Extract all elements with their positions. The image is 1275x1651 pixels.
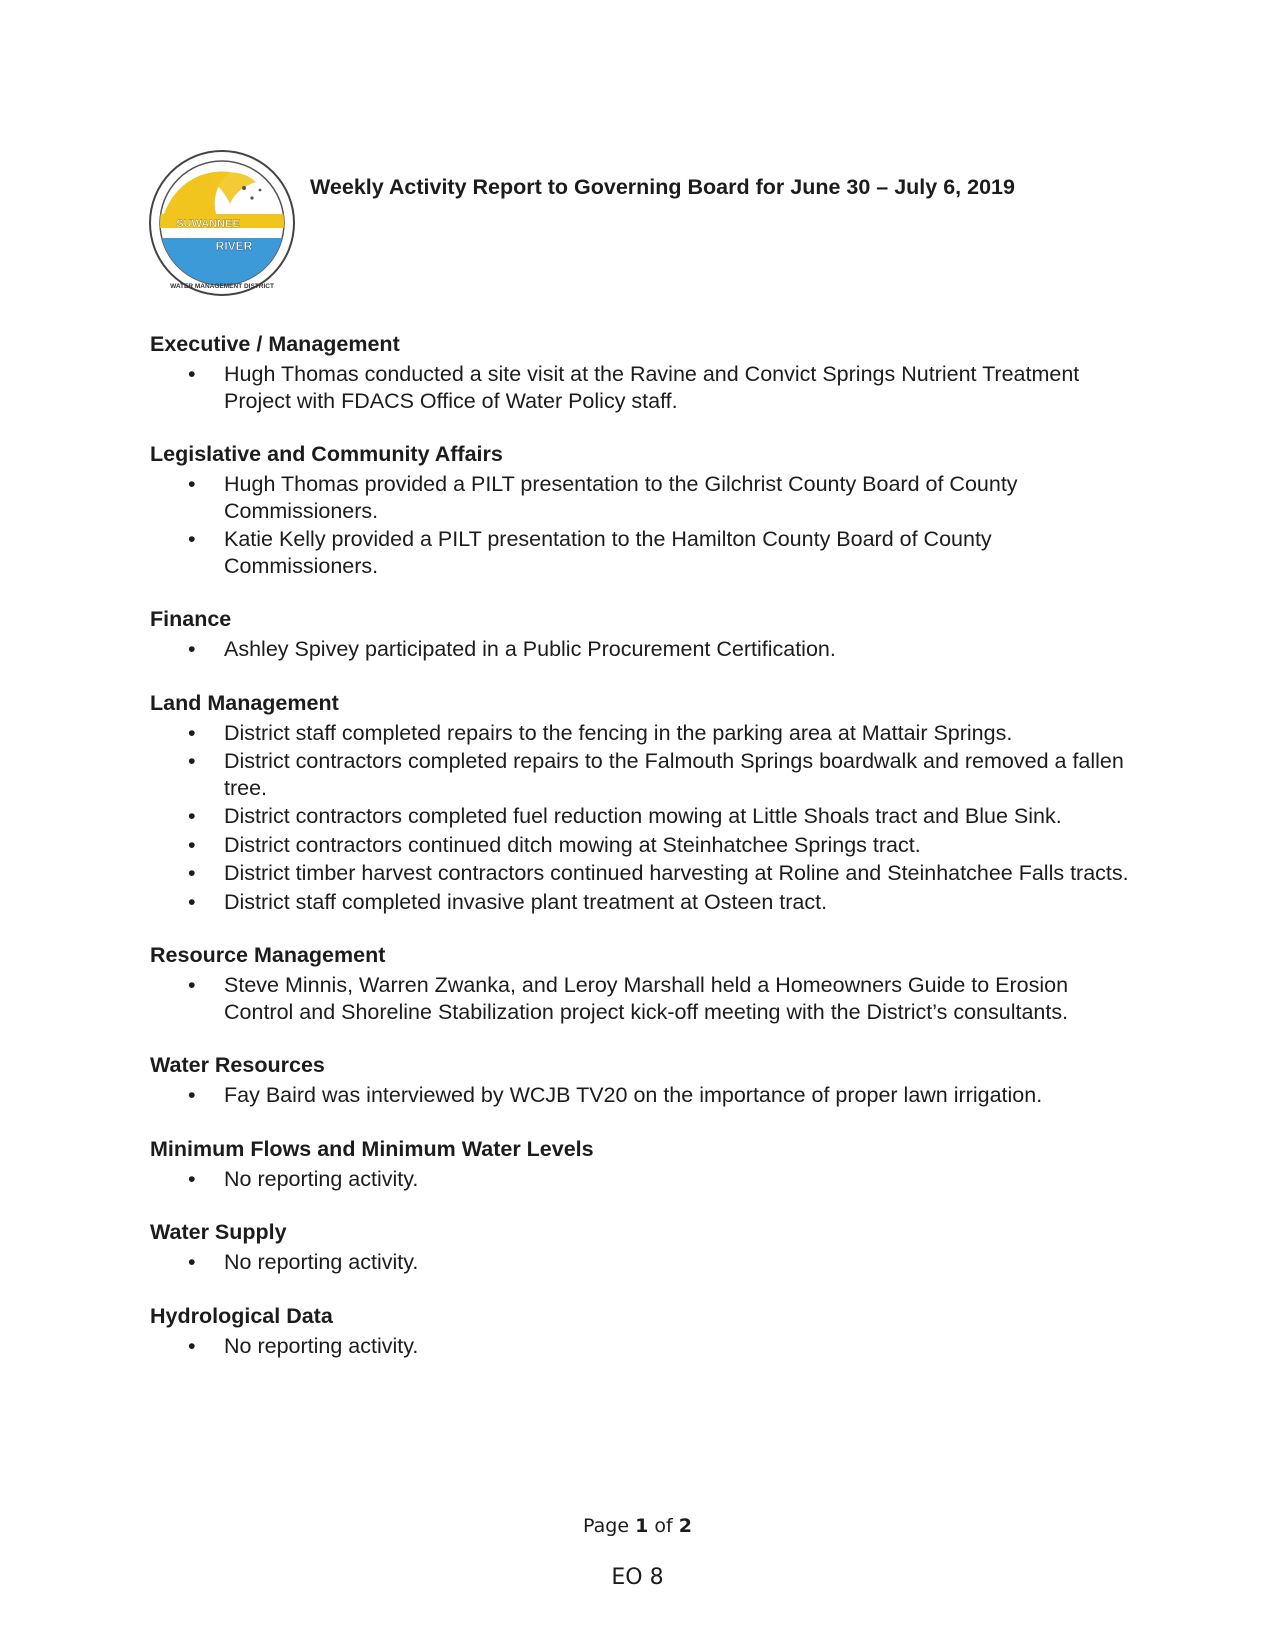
list-item <box>150 471 1130 524</box>
bullet-icon: • <box>188 720 196 745</box>
list-item <box>150 636 1130 663</box>
section-heading: Minimum Flows and Minimum Water Levels <box>150 1136 594 1161</box>
list-item <box>150 803 1130 830</box>
bullet-icon: • <box>188 804 196 828</box>
section-heading: Resource Management <box>150 943 386 967</box>
section-list <box>150 972 1130 1025</box>
bullet-icon: • <box>188 1333 196 1358</box>
list-item-text: Katie Kelly provided a PILT presentation to the Hamilton County Board of County Commissioners. <box>224 527 992 578</box>
report-section <box>150 441 1130 579</box>
section-heading: Executive / Management <box>150 332 400 356</box>
report-section <box>150 1136 1130 1193</box>
list-item <box>150 720 1130 747</box>
report-section <box>150 1303 1130 1360</box>
bullet-icon: • <box>188 889 196 914</box>
report-section <box>150 942 1130 1025</box>
list-item-text: District staff completed repairs to the fencing in the parking area at Mattair Springs. <box>224 720 1013 745</box>
district-logo <box>148 148 296 298</box>
section-list <box>150 361 1130 414</box>
logo-middle-text: RIVER <box>215 239 253 253</box>
logo-top-text: SUWANNEE <box>176 218 240 230</box>
section-heading: Water Resources <box>150 1053 325 1077</box>
bullet-icon: • <box>188 1083 196 1107</box>
report-section <box>150 1052 1130 1109</box>
section-list <box>150 636 1130 663</box>
bullet-icon: • <box>188 637 196 661</box>
list-item <box>150 832 1130 859</box>
page-of: of <box>654 1515 673 1537</box>
section-heading: Hydrological Data <box>150 1303 333 1328</box>
section-heading: Land Management <box>150 690 339 715</box>
list-item <box>150 748 1130 801</box>
report-title: Weekly Activity Report to Governing Board for June 30 – July 6, 2019 <box>310 175 1015 199</box>
list-item-text: No reporting activity. <box>224 1333 419 1358</box>
section-list <box>150 720 1130 916</box>
list-item-text: Fay Baird was interviewed by WCJB TV20 on the importance of proper lawn irrigation. <box>224 1083 1043 1107</box>
list-item <box>150 1333 1130 1360</box>
list-item-text: Hugh Thomas provided a PILT presentation to the Gilchrist County Board of County Commissioners. <box>224 472 1018 523</box>
list-item-text: No reporting activity. <box>224 1250 419 1274</box>
list-item-text: Steve Minnis, Warren Zwanka, and Leroy Marshall held a Homeowners Guide to Erosion Control and Shoreline Stabilization project kick-off meeting with the District’s consultants. <box>224 973 1069 1024</box>
section-list <box>150 1333 1130 1360</box>
list-item <box>150 526 1130 579</box>
report-section <box>150 606 1130 663</box>
section-heading: Water Supply <box>150 1220 287 1244</box>
bullet-icon: • <box>188 472 196 496</box>
list-item-text: Hugh Thomas conducted a site visit at the Ravine and Convict Springs Nutrient Treatment Project with FDACS Office of Water Policy staff. <box>224 362 1080 413</box>
list-item <box>150 860 1130 887</box>
bullet-icon: • <box>188 362 196 386</box>
list-item-text: District contractors completed repairs to the Falmouth Springs boardwalk and removed a fallen tree. <box>224 749 1124 800</box>
bullet-icon: • <box>188 861 196 885</box>
page-current: 1 <box>635 1515 649 1537</box>
logo-ring-text: WATER MANAGEMENT DISTRICT <box>170 283 274 290</box>
document-code: EO 8 <box>611 1565 664 1590</box>
list-item-text: No reporting activity. <box>224 1166 419 1191</box>
report-section <box>150 690 1130 916</box>
list-item-text: District contractors completed fuel reduction mowing at Little Shoals tract and Blue Sink. <box>224 804 1062 828</box>
list-item <box>150 1249 1130 1276</box>
list-item-text: District contractors continued ditch mowing at Steinhatchee Springs tract. <box>224 832 921 857</box>
list-item <box>150 1082 1130 1109</box>
list-item <box>150 1166 1130 1193</box>
section-list <box>150 1249 1130 1276</box>
section-list <box>150 1082 1130 1109</box>
page-total: 2 <box>678 1515 692 1537</box>
section-list <box>150 1166 1130 1193</box>
bullet-icon: • <box>188 527 196 551</box>
bullet-icon: • <box>188 1250 196 1274</box>
list-item <box>150 972 1130 1025</box>
list-item-text: District staff completed invasive plant treatment at Osteen tract. <box>224 889 828 914</box>
list-item-text: District timber harvest contractors continued harvesting at Roline and Steinhatchee Falls tracts. <box>224 861 1129 885</box>
report-body <box>150 331 1130 1386</box>
bullet-icon: • <box>188 1166 196 1191</box>
section-heading: Finance <box>150 607 232 631</box>
bullet-icon: • <box>188 832 196 857</box>
bullet-icon: • <box>188 973 196 997</box>
page-label: Page <box>583 1515 630 1537</box>
list-item <box>150 889 1130 916</box>
report-section <box>150 1219 1130 1276</box>
bullet-icon: • <box>188 749 196 773</box>
page-number <box>0 1515 1275 1537</box>
section-list <box>150 471 1130 579</box>
list-item <box>150 361 1130 414</box>
list-item-text: Ashley Spivey participated in a Public Procurement Certification. <box>224 637 836 661</box>
section-heading: Legislative and Community Affairs <box>150 442 503 466</box>
report-section <box>150 331 1130 414</box>
